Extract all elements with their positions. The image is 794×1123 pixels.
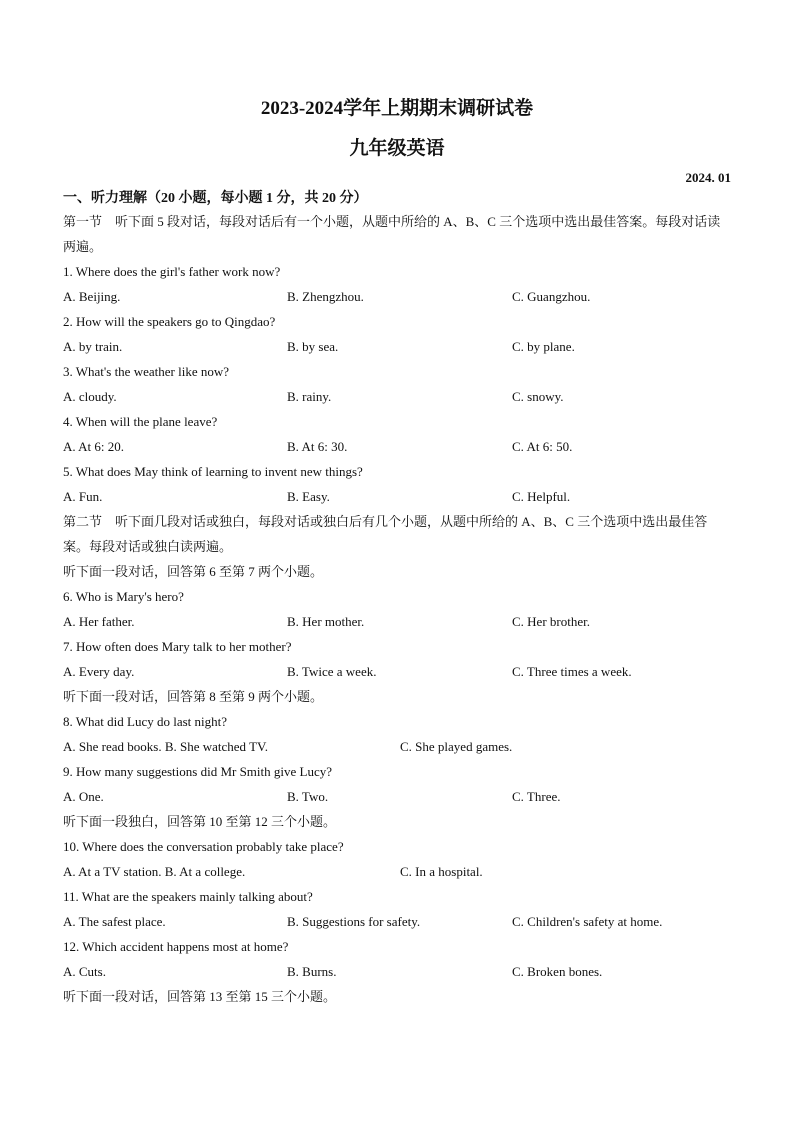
option-c: C. Her brother. bbox=[512, 614, 590, 629]
option-a: A. Beijing. bbox=[63, 289, 121, 304]
option-b: B. by sea. bbox=[287, 339, 339, 354]
option-b: B. Her mother. bbox=[287, 614, 365, 629]
option-a-b: A. She read books. B. She watched TV. bbox=[63, 739, 268, 754]
answer-options bbox=[63, 334, 731, 359]
option-a: A. Fun. bbox=[63, 489, 103, 504]
option-c: C. Three times a week. bbox=[512, 664, 632, 679]
answer-options bbox=[63, 384, 731, 409]
answer-options bbox=[63, 484, 731, 509]
option-c: C. Three. bbox=[512, 789, 561, 804]
group-note: 听下面一段对话，回答第 8 至第 9 两个小题。 bbox=[63, 689, 324, 704]
option-a: A. The safest place. bbox=[63, 914, 166, 929]
option-b: B. Suggestions for safety. bbox=[287, 914, 421, 929]
option-a: A. by train. bbox=[63, 339, 123, 354]
part2-instructions: 第二节 听下面几段对话或独白，每段对话或独白后有几个小题，从题中所给的 A、B、C 三个选项中选出最佳答案。每段对话或独白读两遍。 bbox=[63, 514, 708, 554]
question-stem: 5. What does May think of learning to invent new things? bbox=[63, 464, 363, 479]
answer-options bbox=[63, 859, 731, 884]
question-stem: 10. Where does the conversation probably take place? bbox=[63, 839, 344, 854]
option-c: C. Helpful. bbox=[512, 489, 571, 504]
question-stem: 9. How many suggestions did Mr Smith give Lucy? bbox=[63, 764, 333, 779]
option-a: A. One. bbox=[63, 789, 104, 804]
question-stem: 7. How often does Mary talk to her mother? bbox=[63, 639, 292, 654]
answer-options bbox=[63, 284, 731, 309]
exam-subtitle: 九年级英语 bbox=[349, 138, 445, 159]
option-a: A. Cuts. bbox=[63, 964, 106, 979]
group-note: 听下面一段独白，回答第 10 至第 12 三个小题。 bbox=[63, 814, 337, 829]
option-b: B. rainy. bbox=[287, 389, 332, 404]
answer-options bbox=[63, 659, 731, 684]
group-note: 听下面一段对话，回答第 6 至第 7 两个小题。 bbox=[63, 564, 324, 579]
part1-instructions: 第一节 听下面 5 段对话，每段对话后有一个小题，从题中所给的 A、B、C 三个选项中选出最佳答案。每段对话读两遍。 bbox=[63, 214, 721, 254]
option-b: B. Twice a week. bbox=[287, 664, 377, 679]
question-stem: 12. Which accident happens most at home? bbox=[63, 939, 289, 954]
question-stem: 11. What are the speakers mainly talking about? bbox=[63, 889, 313, 904]
option-c: C. by plane. bbox=[512, 339, 575, 354]
option-a: A. Every day. bbox=[63, 664, 135, 679]
option-c: C. Broken bones. bbox=[512, 964, 603, 979]
option-c: C. Guangzhou. bbox=[512, 289, 591, 304]
option-a: A. Her father. bbox=[63, 614, 135, 629]
option-c: C. Children's safety at home. bbox=[512, 914, 663, 929]
option-a-b: A. At a TV station. B. At a college. bbox=[63, 864, 246, 879]
option-c: C. She played games. bbox=[400, 739, 513, 754]
option-a: A. cloudy. bbox=[63, 389, 117, 404]
answer-options bbox=[63, 434, 731, 459]
answer-options bbox=[63, 734, 731, 759]
question-stem: 1. Where does the girl's father work now? bbox=[63, 264, 281, 279]
answer-options bbox=[63, 784, 731, 809]
option-b: B. At 6: 30. bbox=[287, 439, 348, 454]
group-note: 听下面一段对话，回答第 13 至第 15 三个小题。 bbox=[63, 989, 337, 1004]
option-a: A. At 6: 20. bbox=[63, 439, 125, 454]
section-heading-listening: 一、听力理解（20 小题，每小题 1 分，共 20 分） bbox=[63, 191, 368, 206]
option-c: C. In a hospital. bbox=[400, 864, 483, 879]
answer-options bbox=[63, 909, 731, 934]
option-b: B. Easy. bbox=[287, 489, 330, 504]
option-c: C. snowy. bbox=[512, 389, 564, 404]
option-b: B. Burns. bbox=[287, 964, 337, 979]
exam-title: 2023-2024学年上期期末调研试卷 bbox=[260, 98, 534, 119]
exam-page bbox=[63, 96, 731, 1009]
exam-date: 2024. 01 bbox=[685, 170, 731, 185]
question-stem: 8. What did Lucy do last night? bbox=[63, 714, 228, 729]
question-stem: 6. Who is Mary's hero? bbox=[63, 589, 184, 604]
option-b: B. Zhengzhou. bbox=[287, 289, 364, 304]
option-c: C. At 6: 50. bbox=[512, 439, 573, 454]
question-stem: 3. What's the weather like now? bbox=[63, 364, 229, 379]
question-stem: 4. When will the plane leave? bbox=[63, 414, 218, 429]
question-stem: 2. How will the speakers go to Qingdao? bbox=[63, 314, 276, 329]
answer-options bbox=[63, 959, 731, 984]
answer-options bbox=[63, 609, 731, 634]
option-b: B. Two. bbox=[287, 789, 329, 804]
